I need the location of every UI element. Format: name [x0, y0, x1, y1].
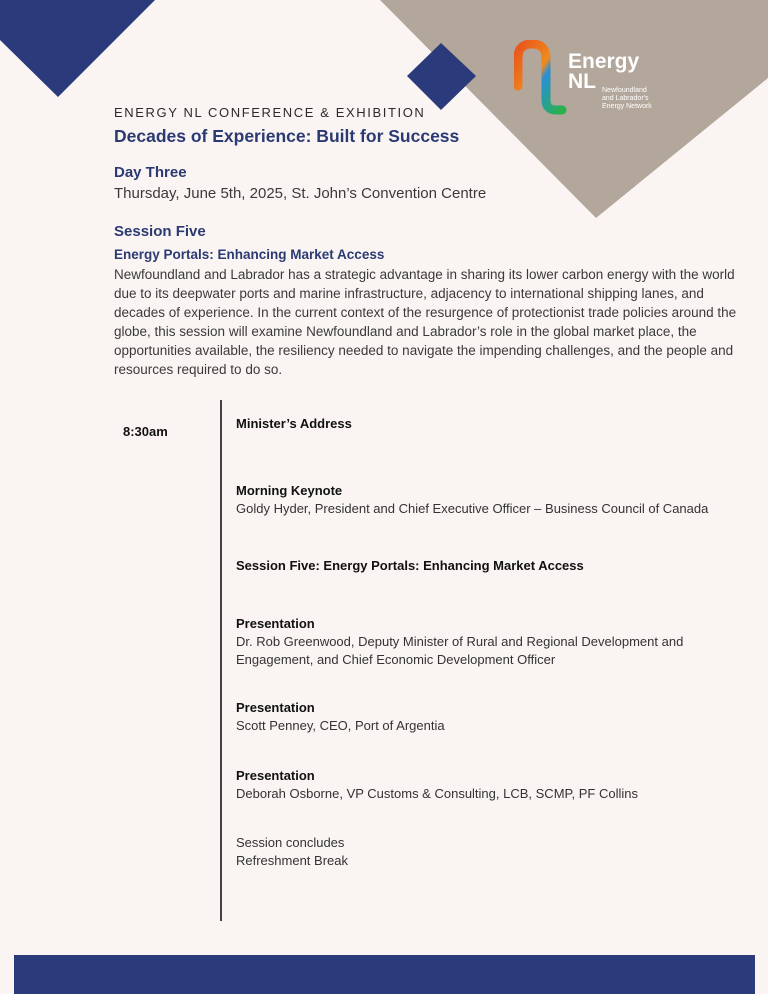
schedule-item-presentation-osborne	[236, 767, 766, 803]
schedule-item-ministers-address	[236, 415, 766, 433]
schedule-time: 8:30am	[123, 424, 168, 439]
item-heading: Presentation	[236, 616, 315, 631]
timeline-divider	[220, 400, 222, 921]
item-speaker: Goldy Hyder, President and Chief Executive Officer – Business Council of Canada	[236, 501, 709, 516]
schedule-item-presentation-penney	[236, 699, 766, 735]
session-subtitle: Energy Portals: Enhancing Market Access	[114, 247, 385, 262]
item-note-break: Refreshment Break	[236, 853, 348, 868]
day-label: Day Three	[114, 164, 187, 181]
schedule-item-session-five	[236, 557, 766, 575]
session-label: Session Five	[114, 223, 206, 240]
item-speaker: Deborah Osborne, VP Customs & Consulting, LCB, SCMP, PF Collins	[236, 786, 638, 801]
item-speaker-cont: Engagement, and Chief Economic Development Officer	[236, 652, 556, 667]
session-description: Newfoundland and Labrador has a strategic advantage in sharing its lower carbon energy with the world due to its deepwater ports and marine infrastructure, adjacency to international shipping lanes, and decades of experience. In the current context of the resurgence of protectionist trade policies around the globe, this session will examine Newfoundland and Labrador’s role in the global market place, the opportunities available, the resiliency needed to navigate the impending challenges, and the people and resources required to do so.	[114, 267, 737, 377]
schedule-item-keynote	[236, 482, 766, 518]
item-heading: Session Five: Energy Portals: Enhancing Market Access	[236, 558, 584, 573]
item-heading: Morning Keynote	[236, 483, 343, 498]
item-heading: Presentation	[236, 768, 315, 783]
schedule-item-session-concludes	[236, 834, 766, 870]
item-speaker: Scott Penney, CEO, Port of Argentia	[236, 718, 445, 733]
schedule-item-presentation-greenwood	[236, 615, 766, 669]
item-heading: Presentation	[236, 700, 315, 715]
footer-band	[14, 955, 755, 994]
navy-corner-triangle	[0, 0, 155, 97]
logo-wordmark: Energy NL	[568, 50, 640, 93]
decorative-shapes	[0, 0, 768, 240]
page-title: Decades of Experience: Built for Success	[114, 126, 460, 146]
item-heading: Minister’s Address	[236, 416, 352, 431]
logo-tagline: Newfoundland and Labrador's Energy Network	[602, 87, 652, 110]
date-venue: Thursday, June 5th, 2025, St. John’s Convention Centre	[114, 185, 487, 202]
conference-overline: ENERGY NL CONFERENCE & EXHIBITION	[114, 105, 426, 120]
item-note: Session concludes	[236, 835, 345, 850]
item-speaker: Dr. Rob Greenwood, Deputy Minister of Rural and Regional Development and	[236, 634, 684, 649]
